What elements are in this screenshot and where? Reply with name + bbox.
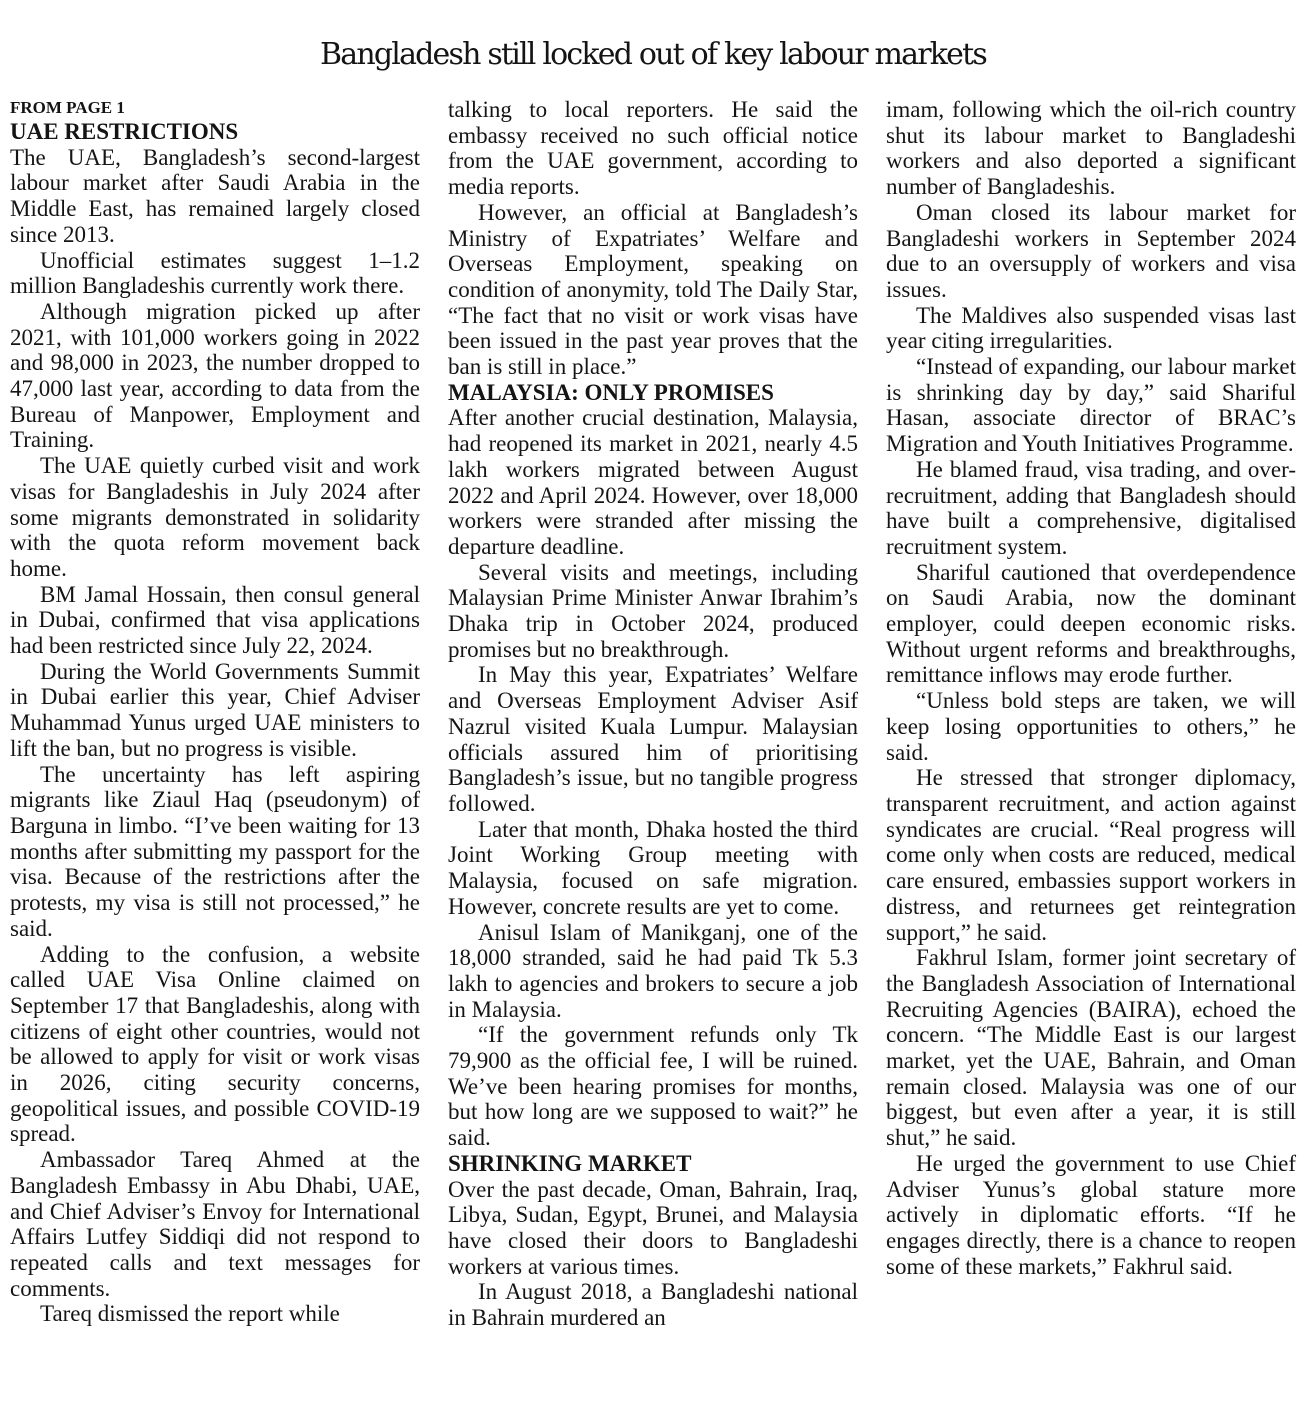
article-paragraph: Later that month, Dhaka hosted the third Joint Working Group meeting with Malaysia, focused on safe migration. However, concrete results are yet to come. <box>448 816 858 919</box>
article-paragraph: Fakhrul Islam, former joint secretary of the Bangladesh Association of International Recruiting Agencies (BAIRA), echoed the concern. “The Middle East is our largest market, yet the UAE, Bahrain, and Oman remain closed. Malaysia was one of our biggest, but even after a year, it is still shut,” he said. <box>886 945 1296 1151</box>
article-paragraph: The uncertainty has left aspiring migrants like Ziaul Haq (pseudonym) of Barguna in limbo. “I’ve been waiting for 13 months after submitting my passport for the visa. Because of the restrictions after the protests, my visa is still not processed,” he said. <box>10 761 420 941</box>
article-paragraph: Oman closed its labour market for Bangladeshi workers in September 2024 due to an oversupply of workers and visa issues. <box>886 199 1296 302</box>
article-paragraph: “If the government refunds only Tk 79,900 as the official fee, I will be ruined. We’ve been hearing promises for months, but how long are we supposed to wait?” he said. <box>448 1022 858 1151</box>
article-paragraph: “Unless bold steps are taken, we will keep losing opportunities to others,” he said. <box>886 688 1296 765</box>
kicker-from-page-1: FROM PAGE 1 <box>10 98 125 117</box>
article-paragraph: imam, following which the oil-rich country shut its labour market to Bangladeshi workers and also deported a significant number of Bangladeshis. <box>886 97 1296 200</box>
article-paragraph: Ambassador Tareq Ahmed at the Bangladesh Embassy in Abu Dhabi, UAE, and Chief Adviser’s Envoy for International Affairs Lutfey Siddiqi did not respond to repeated calls and text messages for comments. <box>10 1147 420 1301</box>
column-2 <box>448 97 858 1331</box>
article-paragraph: Shariful cautioned that overdependence on Saudi Arabia, now the dominant employer, could deepen economic risks. Without urgent reforms and breakthroughs, remittance inflows may erode further. <box>886 559 1296 688</box>
article-paragraph: Tareq dismissed the report while <box>40 1301 340 1327</box>
section-subhead: UAE RESTRICTIONS <box>10 119 239 144</box>
article-paragraph: Although migration picked up after 2021, with 101,000 workers going in 2022 and 98,000 in 2023, the number dropped to 47,000 last year, according to data from the Bureau of Manpower, Employment and Training. <box>10 298 420 453</box>
article-paragraph: He blamed fraud, visa trading, and over-recruitment, adding that Bangladesh should have built a comprehensive, digitalised recruitment system. <box>886 456 1296 559</box>
article-paragraph: In May this year, Expatriates’ Welfare and Overseas Employment Adviser Asif Nazrul visited Kuala Lumpur. Malaysian officials assured him of prioritising Bangladesh’s issue, but no tangible progress followed. <box>448 662 858 816</box>
article-paragraph: The UAE quietly curbed visit and work visas for Bangladeshis in July 2024 after some migrants demonstrated in solidarity with the quota reform movement back home. <box>10 453 420 581</box>
article-paragraph: Anisul Islam of Manikganj, one of the 18,000 stranded, said he had paid Tk 5.3 lakh to agencies and brokers to secure a job in Malaysia. <box>448 919 858 1022</box>
article-paragraph: Unofficial estimates suggest 1–1.2 million Bangladeshis currently work there. <box>10 247 420 299</box>
article-paragraph: The Maldives also suspended visas last year citing irregularities. <box>886 302 1296 354</box>
article-paragraph: After another crucial destination, Malaysia, had reopened its market in 2021, nearly 4.5 lakh workers migrated between August 2022 and April 2024. However, over 18,000 workers were stranded after missing the departure deadline. <box>448 405 858 559</box>
headline: Bangladesh still locked out of key labour markets <box>320 37 986 72</box>
article-paragraph: The UAE, Bangladesh’s second-largest labour market after Saudi Arabia in the Middle East, has remained largely closed since 2013. <box>10 144 420 247</box>
column-1 <box>10 97 420 1327</box>
article-paragraph: During the World Governments Summit in Dubai earlier this year, Chief Adviser Muhammad Yunus urged UAE ministers to lift the ban, but no progress is visible. <box>10 658 420 761</box>
article-paragraph: In August 2018, a Bangladeshi national in Bahrain murdered an <box>448 1279 858 1331</box>
article-paragraph: Over the past decade, Oman, Bahrain, Iraq, Libya, Sudan, Egypt, Brunei, and Malaysia have closed their doors to Bangladeshi workers at various times. <box>448 1176 858 1279</box>
article-paragraph: Adding to the confusion, a website called UAE Visa Online claimed on September 17 that Bangladeshis, along with citizens of eight other countries, would not be allowed to apply for visit or work visas in 2026, citing security concerns, geopolitical issues, and possible COVID-19 spread. <box>10 941 420 1147</box>
article-paragraph: However, an official at Bangladesh’s Ministry of Expatriates’ Welfare and Overseas Employment, speaking on condition of anonymity, told The Daily Star, “The fact that no visit or work visas have been issued in the past year proves that the ban is still in place.” <box>448 199 858 380</box>
section-subhead: SHRINKING MARKET <box>448 1150 692 1176</box>
article-paragraph: “Instead of expanding, our labour market is shrinking day by day,” said Shariful Hasan, associate director of BRAC’s Migration and Youth Initiatives Programme. <box>886 354 1296 457</box>
article-paragraph: talking to local reporters. He said the embassy received no such official notice from the UAE government, according to media reports. <box>448 97 858 200</box>
article-paragraph: Several visits and meetings, including Malaysian Prime Minister Anwar Ibrahim’s Dhaka trip in October 2024, produced promises but no breakthrough. <box>448 559 858 662</box>
article-paragraph: He urged the government to use Chief Adviser Yunus’s global stature more actively in diplomatic efforts. “If he engages directly, there is a chance to reopen some of these markets,” Fakhrul said. <box>886 1150 1296 1279</box>
article-paragraph: He stressed that stronger diplomacy, transparent recruitment, and action against syndicates are crucial. “Real progress will come only when costs are reduced, medical care ensured, embassies support workers in distress, and returnees get reintegration support,” he said. <box>886 765 1296 945</box>
section-subhead: MALAYSIA: ONLY PROMISES <box>448 379 774 405</box>
column-3 <box>886 97 1296 1279</box>
article-paragraph: BM Jamal Hossain, then consul general in Dubai, confirmed that visa applications had been restricted since July 22, 2024. <box>10 581 420 659</box>
